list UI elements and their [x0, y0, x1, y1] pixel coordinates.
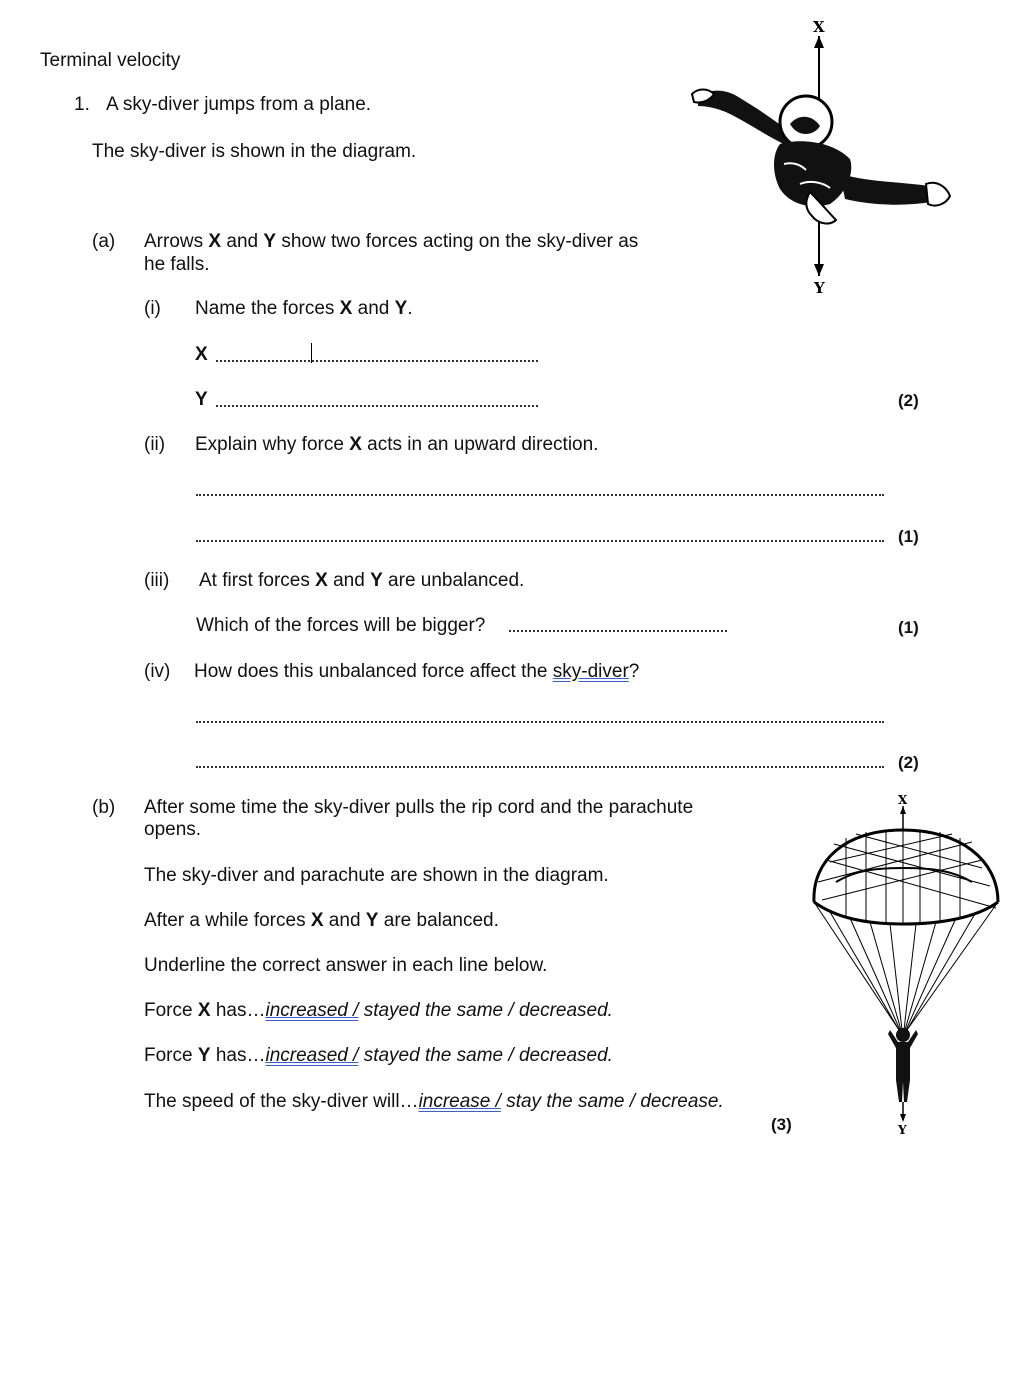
sub-ii-text: Explain why force X acts in an upward direction.	[195, 434, 599, 455]
parachutist-silhouette	[888, 1028, 918, 1102]
answer-row-force-y[interactable]: Force Y has…increased / stayed the same / decreased.	[144, 1045, 613, 1066]
answer-y-input[interactable]	[216, 405, 538, 407]
diagram2-label-x: X	[898, 793, 908, 807]
part-a-text: Arrows X and Y show two forces acting on the sky-diver as	[144, 231, 639, 252]
answer-y-label: Y	[195, 389, 208, 410]
sub-iv-text: How does this unbalanced force affect the sky-diver?	[194, 661, 640, 682]
answer-ii-line-2[interactable]	[196, 540, 884, 542]
answer-x-label: X	[195, 344, 208, 365]
lines	[814, 902, 998, 1030]
canopy	[814, 830, 998, 924]
answer-iii-input[interactable]	[509, 630, 727, 632]
sub-iii-text: At first forces X and Y are unbalanced.	[199, 570, 525, 591]
diagram2-label-y: Y	[898, 1123, 907, 1137]
parachute-diagram	[806, 790, 1006, 1140]
part-b-line4: After a while forces X and Y are balanced.	[144, 910, 499, 931]
part-b-instruction: Underline the correct answer in each line below.	[144, 955, 548, 976]
part-a-text-line2: he falls.	[144, 254, 210, 275]
arrow-y-head	[814, 264, 824, 276]
part-b-label: (b)	[92, 797, 116, 818]
diagram1-label-y: Y	[814, 279, 825, 297]
diagram1-label-x: X	[813, 18, 825, 36]
answer-row-force-x[interactable]: Force X has…increased / stayed the same / decreased.	[144, 1000, 613, 1021]
sub-iii-label: (iii)	[144, 570, 170, 591]
sub-iv-label: (iv)	[144, 661, 171, 682]
sub-iii-question: Which of the forces will be bigger?	[196, 615, 486, 636]
part-a-label: (a)	[92, 231, 116, 252]
skydiver-diagram	[680, 14, 970, 300]
question-number: 1.	[74, 94, 90, 115]
arrow-x-head	[814, 36, 824, 48]
marks-iii: (1)	[898, 618, 919, 637]
marks-i: (2)	[898, 391, 919, 410]
part-b-line1: After some time the sky-diver pulls the rip cord and the parachute	[144, 797, 694, 818]
sub-i-text: Name the forces X and Y.	[195, 298, 413, 319]
part-b-line3: The sky-diver and parachute are shown in the diagram.	[144, 865, 609, 886]
marks-b: (3)	[771, 1115, 792, 1134]
skydiver-figure	[692, 90, 950, 224]
text-cursor	[311, 343, 312, 363]
sub-ii-label: (ii)	[144, 434, 166, 455]
answer-ii-line-1[interactable]	[196, 494, 884, 496]
question-intro: A sky-diver jumps from a plane.	[106, 94, 372, 115]
answer-x-input[interactable]	[216, 360, 538, 362]
answer-iv-line-2[interactable]	[196, 766, 884, 768]
marks-ii: (1)	[898, 527, 919, 546]
question-intro-2: The sky-diver is shown in the diagram.	[92, 141, 417, 162]
sub-i-label: (i)	[144, 298, 161, 319]
part-b-line2: opens.	[144, 819, 202, 840]
answer-row-speed[interactable]: The speed of the sky-diver will…increase / stay the same / decrease.	[144, 1091, 724, 1112]
page-title: Terminal velocity	[40, 50, 181, 71]
answer-iv-line-1[interactable]	[196, 721, 884, 723]
marks-iv: (2)	[898, 753, 919, 772]
